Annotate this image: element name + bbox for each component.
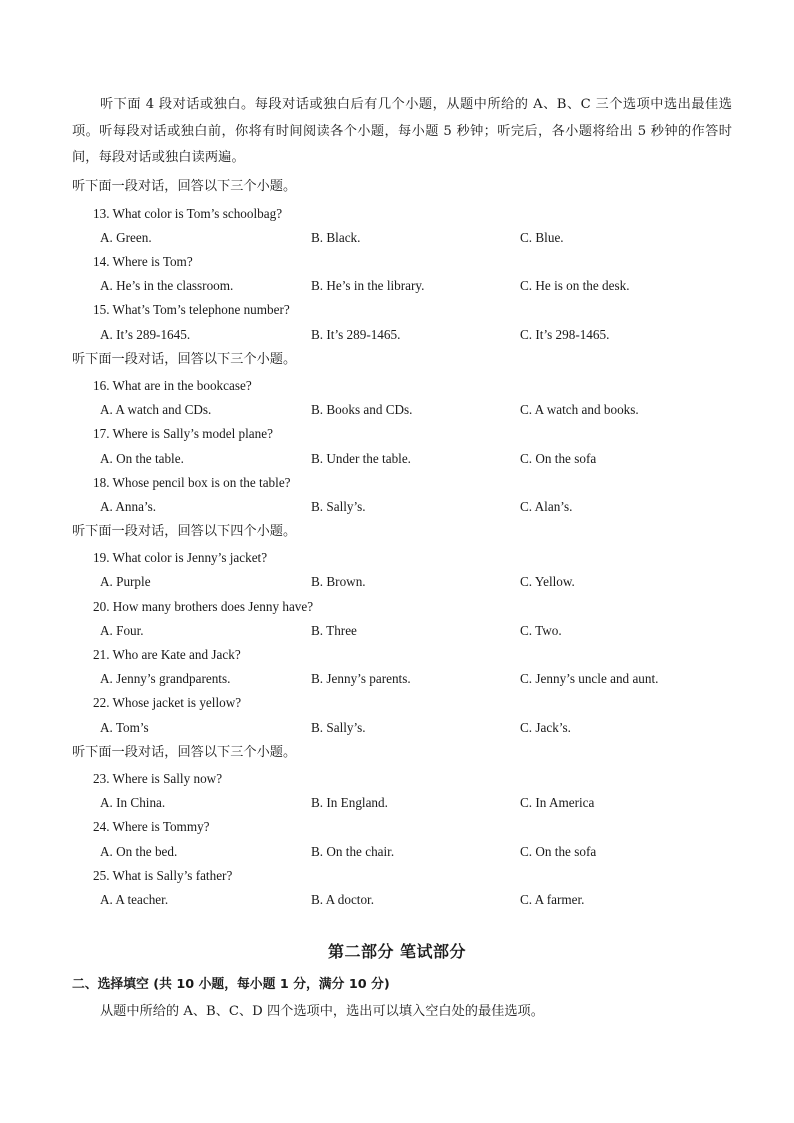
option-c: C. A farmer. [520, 892, 585, 907]
option-c: C. Jack’s. [520, 720, 571, 735]
option-a: A. In China. [100, 795, 166, 810]
option-b: B. Sally’s. [311, 720, 366, 735]
option-c: C. Jenny’s uncle and aunt. [520, 671, 659, 686]
question-16: 16. What are in the bookcase? [93, 378, 252, 393]
question-25: 25. What is Sally’s father? [93, 868, 233, 883]
option-b: B. Brown. [311, 574, 366, 589]
question-17: 17. Where is Sally’s model plane? [93, 426, 273, 441]
option-b: B. He’s in the library. [311, 278, 425, 293]
option-c: C. He is on the desk. [520, 278, 630, 293]
option-b: B. Books and CDs. [311, 402, 413, 417]
option-b: B. Jenny’s parents. [311, 671, 411, 686]
option-c: C. Alan’s. [520, 499, 573, 514]
option-b: B. Black. [311, 230, 361, 245]
group-instruction: 听下面一段对话，回答以下三个小题。 [72, 179, 297, 194]
option-a: A. Green. [100, 230, 152, 245]
option-b: B. A doctor. [311, 892, 375, 907]
option-a: A. Four. [100, 623, 144, 638]
question-18: 18. Whose pencil box is on the table? [93, 475, 291, 490]
question-13: 13. What color is Tom’s schoolbag? [93, 206, 283, 221]
question-23: 23. Where is Sally now? [93, 771, 223, 786]
question-24: 24. Where is Tommy? [93, 819, 210, 834]
option-c: C. It’s 298-1465. [520, 327, 610, 342]
question-22: 22. Whose jacket is yellow? [93, 695, 242, 710]
option-c: C. On the sofa [520, 451, 597, 466]
option-a: A. Anna’s. [100, 499, 157, 514]
section-heading: 二、选择填空 (共 10 小题，每小题 1 分，满分 10 分) [72, 977, 390, 992]
group-instruction: 听下面一段对话，回答以下四个小题。 [72, 524, 297, 539]
option-b: B. On the chair. [311, 844, 395, 859]
option-b: B. It’s 289-1465. [311, 327, 401, 342]
option-a: A. He’s in the classroom. [100, 278, 234, 293]
option-b: B. Under the table. [311, 451, 411, 466]
option-a: A. Tom’s [100, 720, 149, 735]
option-c: C. In America [520, 795, 595, 810]
question-19: 19. What color is Jenny’s jacket? [93, 550, 268, 565]
option-c: C. Blue. [520, 230, 564, 245]
option-a: A. Purple [100, 574, 151, 589]
section-instruction: 从题中所给的 A、B、C、D 四个选项中，选出可以填入空白处的最佳选项。 [100, 1004, 544, 1019]
option-a: A. Jenny’s grandparents. [100, 671, 231, 686]
option-b: B. In England. [311, 795, 388, 810]
option-c: C. Yellow. [520, 574, 575, 589]
option-a: A. A watch and CDs. [100, 402, 212, 417]
option-a: A. On the bed. [100, 844, 178, 859]
option-c: C. On the sofa [520, 844, 597, 859]
option-a: A. A teacher. [100, 892, 169, 907]
option-c: C. A watch and books. [520, 402, 639, 417]
group-instruction: 听下面一段对话，回答以下三个小题。 [72, 352, 297, 367]
group-instruction: 听下面一段对话，回答以下三个小题。 [72, 745, 297, 760]
option-c: C. Two. [520, 623, 562, 638]
option-b: B. Three [311, 623, 357, 638]
question-15: 15. What’s Tom’s telephone number? [93, 302, 290, 317]
option-a: A. It’s 289-1645. [100, 327, 191, 342]
listening-intro: 听下面 4 段对话或独白。每段对话或独白后有几个小题，从题中所给的 A、B、C 三个选项中选出最佳选项。听每段对话或独白前，你将有时间阅读各个小题，每小题 5 秒钟；听完后，各小题将给出 5 秒钟的作答时间，每段对话或独白读两遍。 [72, 97, 732, 165]
section-title: 第二部分 笔试部分 [327, 942, 467, 961]
option-b: B. Sally’s. [311, 499, 366, 514]
question-20: 20. How many brothers does Jenny have? [93, 599, 314, 614]
option-a: A. On the table. [100, 451, 184, 466]
question-14: 14. Where is Tom? [93, 254, 193, 269]
question-21: 21. Who are Kate and Jack? [93, 647, 241, 662]
